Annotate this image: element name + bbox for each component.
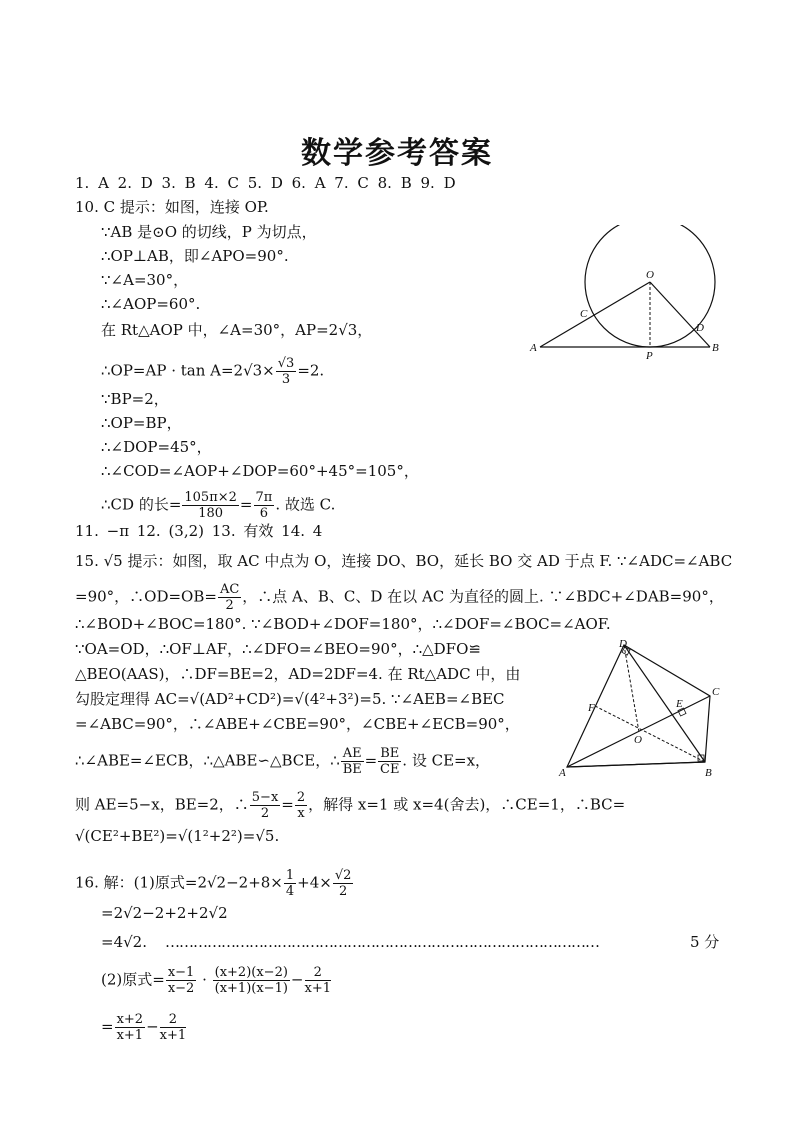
leader-dots: ………………………………………………………………………………… — [165, 933, 599, 951]
denominator: 180 — [198, 506, 224, 521]
label-o: O — [646, 269, 654, 281]
fraction — [284, 868, 296, 899]
denominator: (x+1)(x−1) — [214, 981, 288, 996]
q16-text: +4× — [297, 873, 332, 892]
label-d: D — [696, 322, 704, 334]
line-fb-dashed — [595, 706, 705, 762]
numerator: x−1 — [167, 965, 195, 980]
fraction — [115, 1012, 146, 1043]
q10-line: ∴OP=BP， — [101, 414, 182, 432]
q15-line-frac — [75, 582, 724, 613]
numerator: x+2 — [116, 1012, 144, 1027]
label-c: C — [580, 308, 588, 320]
line-ao — [540, 282, 650, 347]
q10-figure — [520, 225, 730, 365]
fraction — [341, 746, 364, 777]
q16-text: (2)原式= — [101, 970, 165, 989]
numerator: AC — [219, 582, 240, 597]
fraction — [305, 965, 332, 996]
numerator: 2 — [160, 1012, 187, 1028]
denominator: 6 — [259, 506, 269, 521]
denominator: x−2 — [167, 981, 195, 996]
numerator: 2 — [296, 790, 306, 805]
q15-text: =90°，∴OD=OB= — [75, 587, 217, 606]
q10-arc-conclusion: . 故选 C. — [275, 495, 336, 514]
q15-line: ∴∠BOD+∠BOC=180°. ∵∠BOD+∠DOF=180°，∴∠DOF=∠BOC=∠AOF. — [75, 615, 611, 633]
q10-line: ∵AB 是⊙O 的切线，P 为切点， — [101, 223, 317, 241]
denominator: 2 — [339, 884, 348, 899]
q16-text: 16. 解：(1)原式=2√2−2+8× — [75, 873, 283, 892]
q15-line: ∵OA=OD，∴OF⊥AF，∴∠DFO=∠BEO=90°，∴△DFO≌ — [75, 640, 481, 658]
numerator: 5−x — [251, 790, 279, 805]
q10-arc-text: ∴CD 的长= — [101, 495, 182, 514]
label-f: F — [588, 702, 595, 714]
q10-line: ∴OP⊥AB，即∠APO=90°. — [101, 247, 289, 265]
q16-line-frac — [75, 868, 354, 899]
fraction — [213, 965, 290, 996]
denominator: x+1 — [116, 1028, 144, 1043]
denominator: CE — [380, 762, 400, 777]
denominator: 2 — [225, 598, 234, 613]
fraction — [378, 746, 401, 777]
numerator: (x+2)(x−2) — [214, 965, 288, 980]
q16-line: =4√2. — [101, 933, 147, 951]
numerator: 2 — [305, 965, 332, 981]
label-d: D — [619, 638, 627, 650]
q15-line: 勾股定理得 AC=√(AD²+CD²)=√(4²+3²)=5. ∵∠AEB=∠BEC — [75, 690, 505, 708]
label-o: O — [634, 734, 642, 746]
denominator: 3 — [281, 372, 291, 387]
q10-line-arc — [101, 490, 335, 521]
q15-text: ，∴点 A、B、C、D 在以 AC 为直径的圆上. ∵∠BDC+∠DAB=90°， — [242, 587, 724, 606]
line-ob — [650, 282, 710, 347]
q15-text: ∴∠ABE=∠ECB，∴△ABE∽△BCE，∴ — [75, 751, 340, 770]
label-a: A — [530, 342, 537, 354]
q16-text: = — [101, 1017, 114, 1036]
q10-line: ∴∠COD=∠AOP+∠DOP=60°+45°=105°， — [101, 462, 419, 480]
q15-line: =∠ABC=90°，∴∠ABE+∠CBE=90°，∠CBE+∠ECB=90°， — [75, 715, 520, 733]
q16-line-frac — [101, 1012, 187, 1043]
q10-line: ∵∠A=30°， — [101, 271, 189, 289]
q10-line-tan — [101, 356, 324, 387]
numerator: √2 — [334, 868, 352, 883]
equals-sign: = — [364, 751, 378, 770]
q15-text: . 设 CE=x， — [402, 751, 491, 770]
denominator: x+1 — [159, 1028, 187, 1043]
numerator: 1 — [285, 868, 295, 883]
equals-sign: = — [239, 495, 253, 514]
fraction — [218, 582, 241, 613]
fraction — [276, 356, 297, 387]
q15-line: √(CE²+BE²)=√(1²+2²)=√5. — [75, 827, 280, 845]
q16-text: · — [197, 970, 212, 989]
denominator: 4 — [285, 884, 295, 899]
fraction — [182, 490, 239, 521]
line-ab — [567, 762, 705, 767]
label-e: E — [676, 698, 683, 710]
numerator: √3 — [277, 356, 295, 371]
label-p: P — [646, 350, 653, 362]
q15-line: △BEO(AAS)，∴DF=BE=2，AD=2DF=4. 在 Rt△ADC 中，由 — [75, 665, 521, 683]
q15-line-frac — [75, 790, 625, 821]
page-title: 数学参考答案 — [301, 136, 493, 171]
label-b: B — [705, 767, 712, 779]
denominator: BE — [342, 762, 362, 777]
q16-line: =2√2−2+2+2√2 — [101, 904, 228, 922]
q15-line-frac — [75, 746, 490, 777]
fraction — [333, 868, 354, 899]
fraction — [250, 790, 281, 821]
fraction — [254, 490, 275, 521]
q15-figure — [555, 636, 730, 781]
q15-text: ，解得 x=1 或 x=4(舍去)，∴CE=1，∴BC= — [308, 795, 626, 814]
q10-line: 在 Rt△AOP 中，∠A=30°，AP=2√3， — [101, 321, 373, 339]
answers-11-14: 11. −π 12. (3,2) 13. 有效 14. 4 — [75, 522, 323, 540]
q10-tan-result: =2. — [297, 361, 325, 380]
numerator: 7π — [255, 490, 273, 505]
label-a: A — [559, 767, 566, 779]
q10-line: ∴∠AOP=60°. — [101, 295, 201, 313]
label-b: B — [712, 342, 719, 354]
q10-tan-text: ∴OP=AP · tan A=2√3× — [101, 361, 275, 380]
q15-line: 15. √5 提示：如图，取 AC 中点为 O，连接 DO、BO，延长 BO 交 AD 于点 F. ∵∠ADC=∠ABC — [75, 552, 733, 570]
denominator: 2 — [260, 806, 270, 821]
score-label: 5 分 — [690, 933, 720, 951]
equals-sign: = — [281, 795, 294, 814]
fraction — [295, 790, 307, 821]
q16-text: − — [146, 1017, 159, 1036]
q10-line: ∵BP=2， — [101, 390, 169, 408]
denominator: x+1 — [304, 981, 331, 996]
q15-text: 则 AE=5−x，BE=2，∴ — [75, 795, 249, 814]
q10-line: ∴∠DOP=45°， — [101, 438, 212, 456]
numerator: AE — [342, 746, 362, 761]
numerator: 105π×2 — [184, 490, 237, 505]
numerator: BE — [380, 746, 400, 761]
answers-1-9: 1. A 2. D 3. B 4. C 5. D 6. A 7. C 8. B 9. D — [75, 174, 456, 192]
q10-head: 10. C 提示：如图，连接 OP. — [75, 198, 269, 216]
q16-line-frac — [101, 965, 332, 996]
line-do-dashed — [624, 645, 639, 732]
fraction — [160, 1012, 187, 1043]
fraction — [166, 965, 197, 996]
label-c: C — [712, 686, 720, 698]
denominator: x — [297, 806, 305, 821]
q16-text: − — [290, 970, 304, 989]
